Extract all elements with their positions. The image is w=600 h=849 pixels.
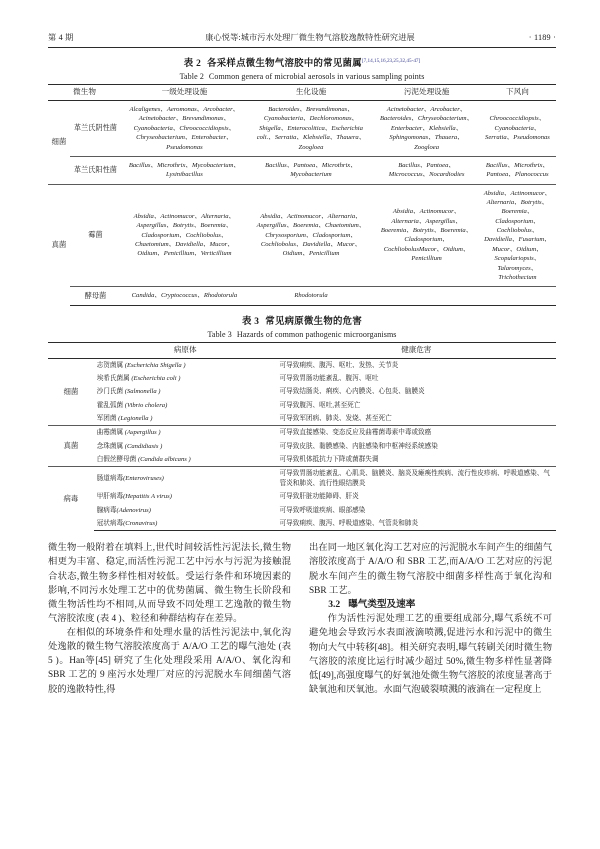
- paragraph: [48, 541, 291, 626]
- pathogen-name-cn: 埃希氏菌属: [96, 374, 130, 382]
- table3-cell-harm: 可导致机体抵抗力下降或菌群失调: [279, 456, 379, 464]
- table-row: [48, 490, 556, 503]
- table2-cell-biological: Rhodotorula: [248, 287, 375, 305]
- table2-cell-sludge: Bacillus、Pantoea、Micrococcus、Nocardiodies: [374, 156, 479, 184]
- table2-cell-downwind: Chroococcidiopsis、Cyanobacteria、Serratia、Pseudomonas: [485, 115, 550, 142]
- paragraph-text: 微生物一般附着在填料上,世代时间较活性污泥法长,微生物相更为丰富、稳定,而活性污泥工艺中污水与污泥为接触混合状态,微生物多样性相对较低。受运行条件和环境因素的影响,不同污水处理工艺中的优势菌属、微生物生长阶段和微生物活性均不相同,从而导致不同处理工艺逸散的微生物气溶胶浓度 (表 4 )、粒径和种群结构存在差异。: [48, 543, 291, 624]
- pathogen-name-cn: 军团菌: [96, 415, 117, 423]
- table3-cell-harm: 可导致军团病、肺炎、发烧、甚至死亡: [279, 415, 392, 423]
- pathogen-name-latin: (Candidiasis ): [124, 442, 163, 450]
- table3-col-harm: 健康危害: [277, 342, 556, 358]
- table-row: [48, 453, 556, 467]
- table-row: [48, 412, 556, 426]
- paragraph: [309, 612, 552, 697]
- table2-cell-downwind: Absidia、Actinomucor、Alternaria、Botrytis、Boeremia、Cladosporium、Cochliobolus、Davidiella、Fusarium、Mucor、Oidium、Scopulariopsis、Talaromyces、Trichothecium: [479, 184, 556, 287]
- pathogen-name-cn: 曲霉菌属: [96, 429, 124, 437]
- issue-label: 第 4 期: [48, 33, 74, 42]
- table2-caption-en: [48, 72, 556, 81]
- table-row: [48, 287, 556, 305]
- paragraph-text: 在相似的环境条件和处理水量的活性污泥法中,氧化沟处逸散的微生物气溶胶浓度高于 A/A/O 工艺的曝气池处 (表 5 )。Han等[45] 研究了生化处理段采用 A/A/O、氧化沟和 SBR 工艺的 9 座污水处理厂对应的污泥脱水车间细菌气溶胶的逸散特性,得: [48, 628, 291, 695]
- table2-cell-downwind: [479, 287, 556, 305]
- table3: [48, 342, 556, 531]
- paragraph: [48, 626, 291, 697]
- table2-cell-biological: Bacillus、Pantoea、Microthrix、Mycobacterium: [248, 156, 375, 184]
- table3-cell-harm: 可导致腹泻、呕吐,甚至死亡: [279, 401, 361, 409]
- pathogen-name-cn: 肠道病毒: [96, 475, 124, 483]
- table3-group-fungi: 真菌: [48, 426, 94, 467]
- table2-cell-sludge: [374, 287, 479, 305]
- table2-number-cn: 表 2: [183, 59, 202, 70]
- table2-cell-sludge: Acinetobacter、Arcobacter、Bacteroides、Chryseobacterium、Enterbacter、Klebsiella、Sphingomonas、Thauera、Zoogloea: [380, 106, 474, 151]
- table2-col-downwind: 下风向: [479, 85, 556, 101]
- table2-col-biological: 生化设施: [248, 85, 375, 101]
- table3-number-en: Table 3: [207, 329, 232, 339]
- pathogen-name-cn: 沙门氏菌: [96, 388, 124, 396]
- section-number: 3.2: [328, 598, 341, 610]
- pathogen-name-latin: (Escherichia coli ): [131, 374, 181, 382]
- table3-cell-pathogen: [94, 358, 277, 372]
- table-row: [48, 504, 556, 517]
- table2-group-fungi: 真菌: [48, 184, 70, 305]
- table3-cell-harm: 可导致胃肠功能紊乱、腹泻、呕吐: [279, 374, 379, 382]
- table2-caption-cn: [48, 58, 556, 70]
- table3-group-bacteria: 细菌: [63, 386, 79, 396]
- pathogen-name-latin: (Vibrio cholera): [124, 401, 168, 409]
- pathogen-name-latin: (Hepatitis A virus): [123, 493, 172, 501]
- table3-caption-cn: [48, 316, 556, 328]
- pathogen-name-latin: (Salmonella ): [124, 388, 161, 396]
- pathogen-name-latin: (Candida albicans ): [137, 456, 191, 464]
- table3-col-pathogen: 病原体: [94, 342, 277, 358]
- table2-cell-downwind: Bacillus、Microthrix、Pantoea、Planococcus: [479, 156, 556, 184]
- table-row: [48, 467, 556, 490]
- table3-header-row: [48, 342, 556, 358]
- table3-cell-pathogen: [94, 385, 277, 398]
- section-title: 曝气类型及速率: [348, 598, 416, 610]
- table2-subgroup-gram-negative: 革兰氏阴性菌: [73, 124, 117, 133]
- table2-cell-primary: Candida、Cryptococcus、Rhodotorula: [121, 287, 248, 305]
- table3-cell-pathogen: [94, 490, 277, 503]
- table2-subgroup-yeast: 酵母菌: [70, 287, 121, 305]
- table3-cell-pathogen: [94, 399, 277, 412]
- pathogen-name-latin: (Escherichia Shigella ): [124, 361, 186, 369]
- table-row: [48, 101, 556, 157]
- table2-subgroup-gram-positive: 革兰氏阳性菌: [70, 156, 121, 184]
- table3-col-category: [48, 342, 94, 358]
- left-column: [48, 541, 291, 697]
- table2-cell-primary: Bacillus、Microthrix、Mycobacterium、Lysinibacillus: [121, 156, 248, 184]
- table2-group-bacteria: 细菌: [51, 137, 67, 147]
- page-number: · 1189 ·: [528, 33, 556, 42]
- table3-cell-harm: 可导致直接感染、变态反应及曲霉菌毒素中毒或致癌: [277, 426, 556, 440]
- table3-cell-harm: 可导致痢疾、腹泻、呕吐、发热、关节炎: [279, 361, 399, 369]
- pathogen-name-cn: 腺病毒: [96, 506, 117, 514]
- table2-col-sludge: 污泥处理设施: [374, 85, 479, 101]
- right-column: [309, 541, 552, 697]
- table-row: [48, 517, 556, 531]
- table-row: [48, 440, 556, 453]
- table3-cell-pathogen: [94, 426, 277, 440]
- pathogen-name-cn: 霍乱弧菌: [96, 401, 124, 409]
- table2-cell-biological: Bacteroides、Brevundimonas、Cyanobacteria、Dechloromonas、Shigella、Enterocolitica、Escherichia coli.、Serratia、Klebsiella、Thauera、Zoogloea: [256, 106, 366, 151]
- table2-col-microbe: 微生物: [48, 85, 121, 101]
- table2-cell-sludge: Absidia、Actinomucor、Alternaria、Aspergillus、Boeremia、Botrytis、Boeremia、Cladosporium、CochliobolusMucor、Oidium、Penicillium: [374, 184, 479, 287]
- table3-cell-harm: 可导致皮肤、黏膜感染、内脏感染和中枢神经系统感染: [279, 442, 438, 450]
- table3-cell-pathogen: [94, 467, 277, 490]
- pathogen-name-latin: (Cronavirus): [123, 519, 158, 527]
- pathogen-name-latin: (Legionella ): [118, 415, 153, 423]
- table2-caption-refs: [7,14,15,16,23,25,32,45-47]: [361, 58, 421, 64]
- table2-cell-primary: Alcaligenes、Aeromonas、Arcobacter、Acinetobacter、Brevundimonas、Cyanobacteria、Chroococcidiopsis、Chryseobacterium、Enterobacter、Pseudomonas: [129, 106, 240, 151]
- table2-cell-primary: Absidia、Actinomucor、Alternaria、Aspergillus、Botrytis、Boeremia、Cladosporium、Cochliobolus、Chaetomium、Davidiella、Mucor、Oidium、Penicillium、Verticillium: [121, 184, 248, 287]
- table3-cell-pathogen: [94, 517, 277, 531]
- table3-title-cn: 常见病原微生物的危害: [265, 316, 363, 327]
- pathogen-name-cn: 念珠菌属: [96, 442, 124, 450]
- pathogen-name-latin: (Aspergillus ): [124, 429, 161, 437]
- table3-cell-harm: 可导致胃肠功能紊乱、心肌炎、脑膜炎、脑炎及瘫痪性疾病、流行性皮疹病、呼吸道感染、气管炎和肺炎、流行性眼结膜炎: [277, 467, 556, 490]
- table3-cell-pathogen: [94, 372, 277, 385]
- pathogen-name-cn: 白假丝酵母菌: [96, 456, 137, 464]
- table-row: [48, 156, 556, 184]
- table-row: [48, 372, 556, 385]
- paragraph-text: 作为活性污泥处理工艺的重要组成部分,曝气系统不可避免地会导致污水表面液滴喷溅,促进污水和污泥中的微生物向大气中转移[48]。相关研究表明,曝气转刷关闭时微生物气溶胶的浓度比运行时减少超过 50%,微生物多样性显著降低[49],高强度曝气的好氧池处微生物气溶胶的浓度显著高于缺氧池和厌氧池。水面气泡破裂喷溅的液滴在一定程度上: [309, 614, 552, 695]
- table3-caption-en: [48, 330, 556, 339]
- table2-title-cn: 各采样点微生物气溶胶中的常见菌属: [207, 59, 362, 70]
- table3-number-cn: 表 3: [241, 316, 260, 327]
- table3-cell-pathogen: [94, 453, 277, 467]
- table3-cell-pathogen: [94, 440, 277, 453]
- body-columns: [48, 541, 556, 697]
- pathogen-name-cn: 冠状病毒: [96, 519, 124, 527]
- section-heading: [309, 598, 552, 613]
- table3-cell-harm: 可导致呼吸道疾病、眼部感染: [279, 506, 366, 514]
- table-row: [48, 399, 556, 412]
- table2-title-en: Common genera of microbial aerosols in various sampling points: [208, 72, 425, 82]
- table3-cell-harm: 可导致结肠炎、痢疾、心内膜炎、心包炎、脑膜炎: [279, 388, 425, 396]
- table2-subgroup-mold: 霉菌: [70, 184, 121, 287]
- pathogen-name-latin: (Adenovirus): [116, 506, 151, 514]
- table-row: [48, 358, 556, 372]
- paragraph-text: 出在同一地区氧化沟工艺对应的污泥脱水车间产生的细菌气溶胶浓度高于 A/A/O 和 SBR 工艺,而A/A/O 工艺对应的污泥脱水车间产生的微生物气溶胶中细菌多样性高于氧化沟和 SBR 工艺。: [309, 543, 552, 596]
- pathogen-name-latin: (Enteroviruses): [123, 475, 164, 483]
- header-rule: [48, 47, 556, 48]
- running-title: 康心悦等:城市污水处理厂微生物气溶胶逸散特性研究进展: [205, 33, 415, 42]
- table2: [48, 84, 556, 305]
- table-row: [48, 385, 556, 398]
- paragraph: [309, 541, 552, 598]
- pathogen-name-cn: 志贺菌属: [96, 361, 124, 369]
- table3-cell-pathogen: [94, 412, 277, 426]
- table3-cell-harm: 可导致痢疾、腹泻、呼吸道感染、气管炎和肺炎: [277, 517, 556, 531]
- table2-header-row: [48, 85, 556, 101]
- table2-number-en: Table 2: [179, 72, 204, 82]
- table3-cell-pathogen: [94, 504, 277, 517]
- table3-group-virus: 病毒: [48, 467, 94, 531]
- pathogen-name-cn: 甲肝病毒: [96, 493, 124, 501]
- table2-cell-biological: Absidia、Actinomucor、Alternaria、Aspergillus、Boeremia、Chaetomium、Chrysosporium、Cladosporium、Cochliobolus、Davidiella、Mucor、Oidium、Penicillium: [248, 184, 375, 287]
- running-head: [48, 32, 556, 47]
- table-row: [48, 426, 556, 440]
- table2-col-primary: 一级处理设施: [121, 85, 248, 101]
- table3-cell-harm: 可导致肝脏功能障碍、肝炎: [279, 493, 359, 501]
- table-row: [48, 184, 556, 287]
- table3-title-en: Hazards of common pathogenic microorganisms: [236, 329, 397, 339]
